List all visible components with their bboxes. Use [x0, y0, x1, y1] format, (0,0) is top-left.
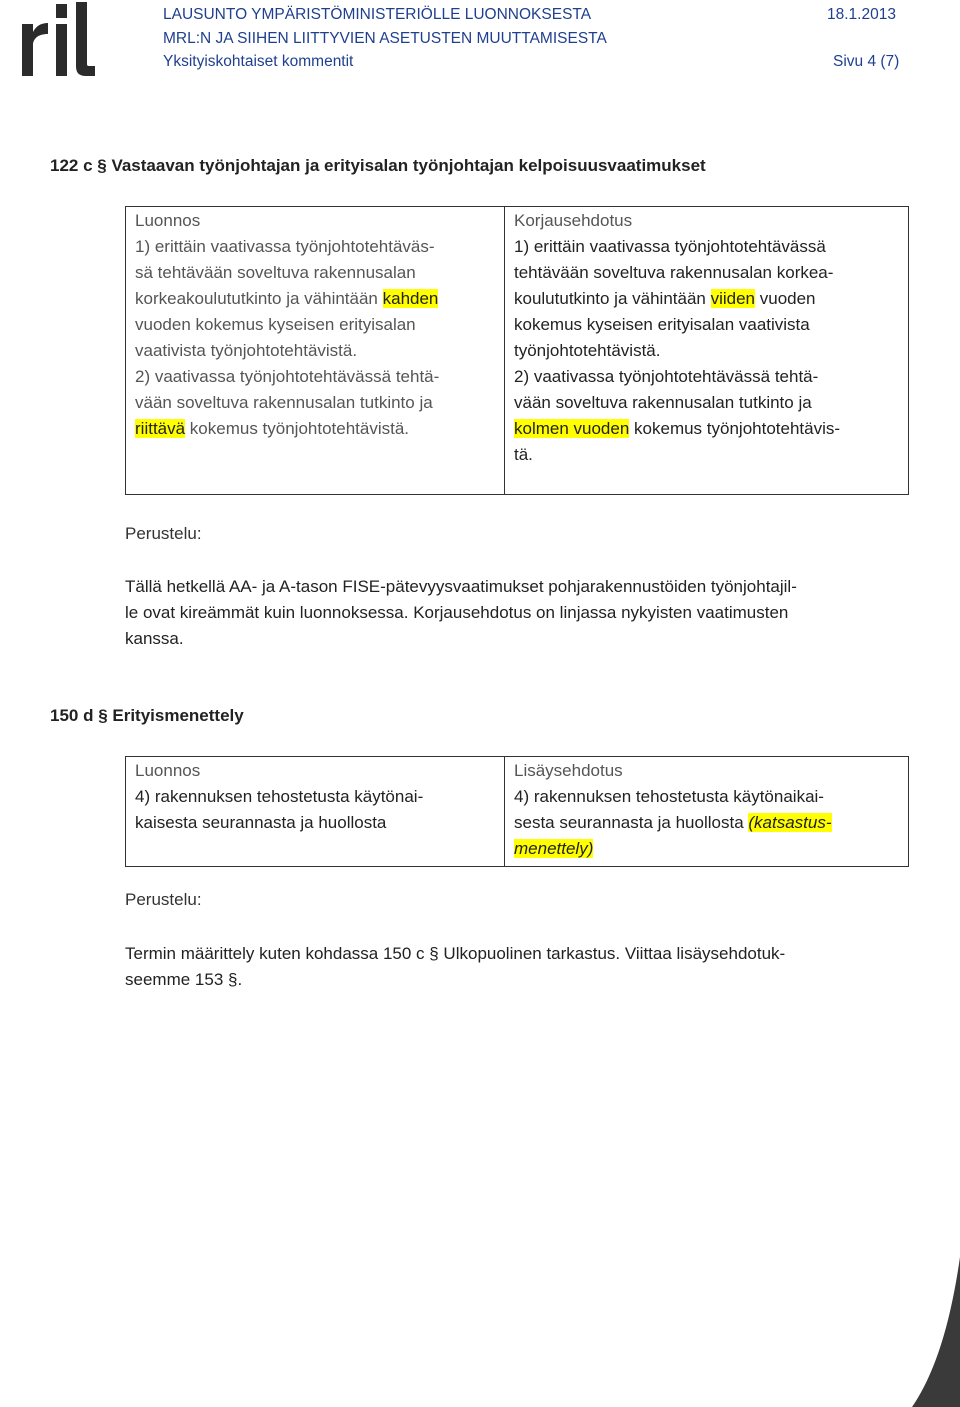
draft-line: 1) erittäin vaativassa työnjohtotehtäväs-: [135, 237, 435, 256]
header-title-line2: MRL:N JA SIIHEN LIITTYVIEN ASETUSTEN MUUTTAMISESTA: [163, 30, 607, 47]
addition-heading: Lisäysehdotus: [514, 761, 623, 780]
draft-heading: Luonnos: [135, 211, 201, 230]
draft-line: 2) vaativassa työnjohtotehtävässä tehtä-: [135, 367, 440, 386]
addition-line: sesta seurannasta ja huollosta (katsastus-: [514, 813, 832, 832]
draft-cell: [126, 207, 505, 495]
draft-line: vään soveltuva rakennusalan tutkinto ja: [135, 393, 433, 412]
draft-heading: Luonnos: [135, 761, 201, 780]
draft-line: vuoden kokemus kyseisen erityisalan: [135, 315, 416, 334]
highlight: kolmen vuoden: [514, 419, 630, 438]
page-number: Sivu 4 (7): [833, 53, 900, 70]
section-122c-title: 122 c § Vastaavan työnjohtajan ja erityisalan työnjohtajan kelpoisuusvaatimukset: [50, 156, 706, 175]
proposal-line: työnjohtotehtävistä.: [514, 341, 661, 360]
proposal-heading: Korjausehdotus: [514, 211, 633, 230]
proposal-line: vään soveltuva rakennusalan tutkinto ja: [514, 393, 812, 412]
header-date: 18.1.2013: [827, 6, 896, 23]
proposal-line: koulututkinto ja vähintään viiden vuoden: [514, 289, 816, 308]
ril-logo: [20, 2, 96, 76]
highlight: (katsastus-: [748, 813, 832, 832]
draft-line: riittävä kokemus työnjohtotehtävistä.: [135, 419, 410, 438]
highlight: viiden: [710, 289, 756, 308]
proposal-line: kokemus kyseisen erityisalan vaativista: [514, 315, 810, 334]
corner-decoration: [912, 1257, 960, 1407]
proposal-line: tehtävään soveltuva rakennusalan korkea-: [514, 263, 834, 282]
comparison-table-122c: [125, 206, 909, 495]
addition-line: 4) rakennuksen tehostetusta käytönaikai-: [514, 787, 824, 806]
draft-line: korkeakoulututkinto ja vähintään kahden: [135, 289, 439, 308]
header-title-line1: LAUSUNTO YMPÄRISTÖMINISTERIÖLLE LUONNOKSESTA: [163, 6, 592, 23]
section-150d-title: 150 d § Erityismenettely: [50, 706, 244, 725]
comparison-table-150d: [125, 756, 909, 867]
highlight: menettely): [514, 839, 594, 858]
proposal-line: tä.: [514, 445, 533, 464]
draft-line: 4) rakennuksen tehostetusta käytönai-: [135, 787, 424, 806]
rationale-label: Perustelu:: [125, 890, 202, 909]
header-subtitle: Yksityiskohtaiset kommentit: [163, 53, 354, 70]
rationale-text: Termin määrittely kuten kohdassa 150 c § Ulkopuolinen tarkastus. Viittaa lisäysehdotuk- seemme 153 §.: [125, 944, 786, 989]
highlight: kahden: [382, 289, 439, 308]
draft-line: vaativista työnjohtotehtävistä.: [135, 341, 358, 360]
draft-line: kaisesta seurannasta ja huollosta: [135, 813, 387, 832]
proposal-line: kolmen vuoden kokemus työnjohtotehtävis-: [514, 419, 841, 438]
proposal-line: 1) erittäin vaativassa työnjohtotehtävässä: [514, 237, 826, 256]
addition-line: [514, 836, 899, 862]
rationale-text: Tällä hetkellä AA- ja A-tason FISE-pätevyysvaatimukset pohjarakennustöiden työnjohtajil- le ovat kireämmät kuin luonnoksessa. Korjausehdotus on linjassa nykyisten vaatimusten kanssa.: [125, 577, 797, 648]
draft-line: sä tehtävään soveltuva rakennusalan: [135, 263, 416, 282]
addition-cell: [505, 757, 909, 867]
proposal-cell: [505, 207, 909, 495]
proposal-line: 2) vaativassa työnjohtotehtävässä tehtä-: [514, 367, 819, 386]
draft-cell: [126, 757, 505, 867]
rationale-label: Perustelu:: [125, 524, 202, 543]
highlight: riittävä: [135, 419, 186, 438]
